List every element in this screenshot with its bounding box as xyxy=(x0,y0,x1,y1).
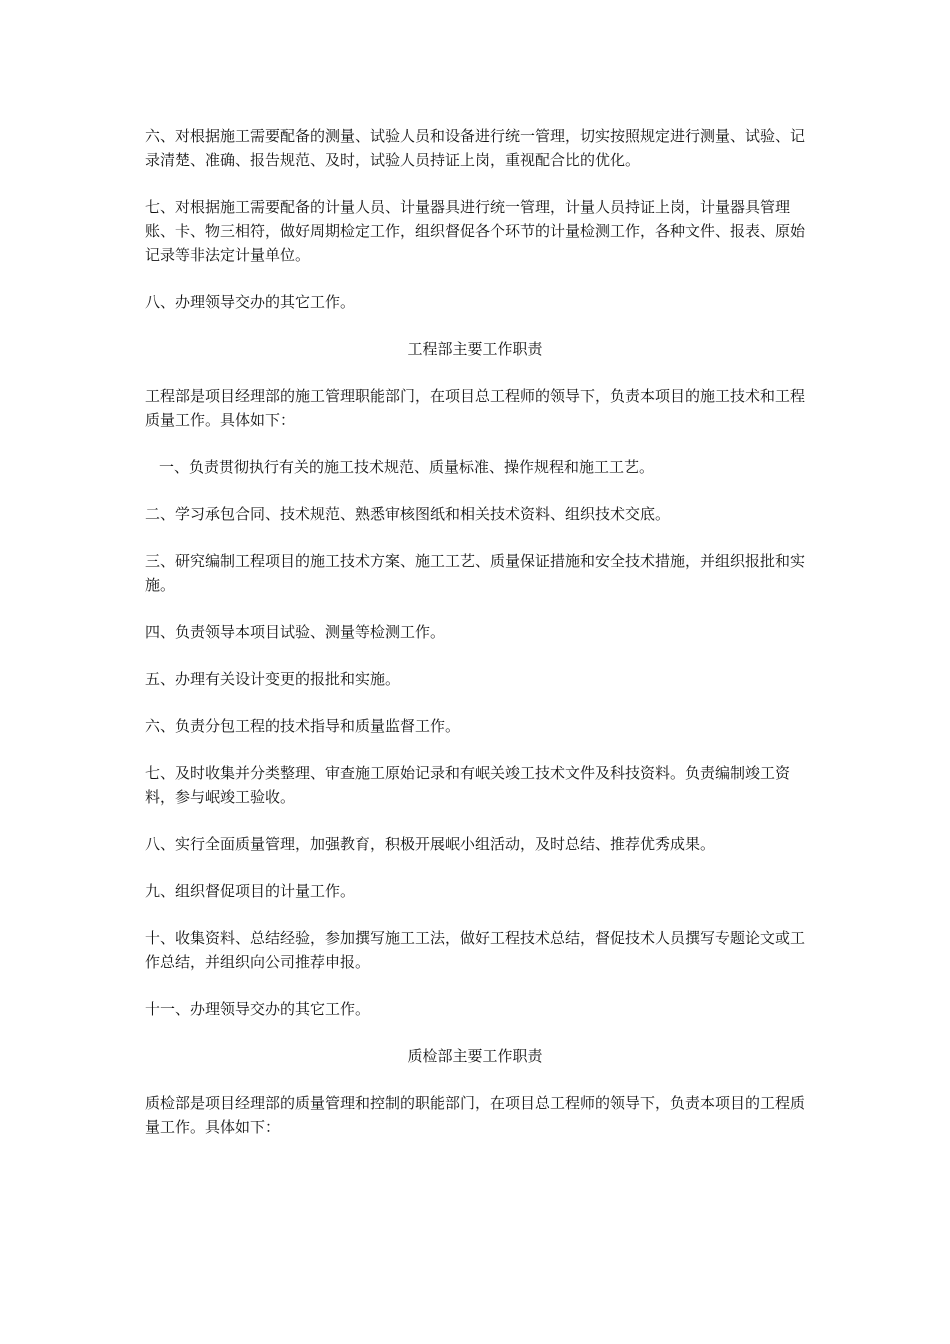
section-intro-engineering: 工程部是项目经理部的施工管理职能部门，在项目总工程师的领导下，负责本项目的施工技术和工程质量工作。具体如下： xyxy=(145,387,806,429)
section-heading-engineering: 工程部主要工作职责 xyxy=(407,340,543,358)
list-item: 八、实行全面质量管理，加强教育，积极开展岷小组活动，及时总结、推荐优秀成果。 xyxy=(145,835,716,853)
paragraph-item-6: 六、对根据施工需要配备的测量、试验人员和设备进行统一管理，切实按照规定进行测量、试验、记录清楚、准确、报告规范、及时，试验人员持证上岗，重视配合比的优化。 xyxy=(145,127,806,169)
section-heading-quality: 质检部主要工作职责 xyxy=(407,1047,543,1065)
list-item: 三、研究编制工程项目的施工技术方案、施工工艺、质量保证措施和安全技术措施，并组织报批和实施。 xyxy=(145,552,806,594)
list-item: 一、负责贯彻执行有关的施工技术规范、质量标准、操作规程和施工工艺。 xyxy=(159,458,655,476)
list-item: 二、学习承包合同、技术规范、熟悉审核图纸和相关技术资料、组织技术交底。 xyxy=(145,505,671,523)
list-item: 十一、办理领导交办的其它工作。 xyxy=(145,1000,371,1018)
list-item: 五、办理有关设计变更的报批和实施。 xyxy=(145,670,401,688)
section-intro-quality: 质检部是项目经理部的质量管理和控制的职能部门，在项目总工程师的领导下，负责本项目的工程质量工作。具体如下： xyxy=(145,1094,806,1136)
list-item: 七、及时收集并分类整理、审查施工原始记录和有岷关竣工技术文件及科技资料。负责编制竣工资料，参与岷竣工验收。 xyxy=(145,764,791,806)
list-item: 十、收集资料、总结经验，参加撰写施工工法，做好工程技术总结，督促技术人员撰写专题论文或工作总结，并组织向公司推荐申报。 xyxy=(145,929,806,971)
list-item: 六、负责分包工程的技术指导和质量监督工作。 xyxy=(145,717,461,735)
list-item: 四、负责领导本项目试验、测量等检测工作。 xyxy=(145,623,446,641)
paragraph-item-7: 七、对根据施工需要配备的计量人员、计量器具进行统一管理，计量人员持证上岗，计量器具管理账、卡、物三相符，做好周期检定工作，组织督促各个环节的计量检测工作，各种文件、报表、原始记录等非法定计量单位。 xyxy=(145,198,806,264)
document-page xyxy=(145,124,805,1162)
list-item: 九、组织督促项目的计量工作。 xyxy=(145,882,356,900)
paragraph-item-8: 八、办理领导交办的其它工作。 xyxy=(145,293,356,311)
